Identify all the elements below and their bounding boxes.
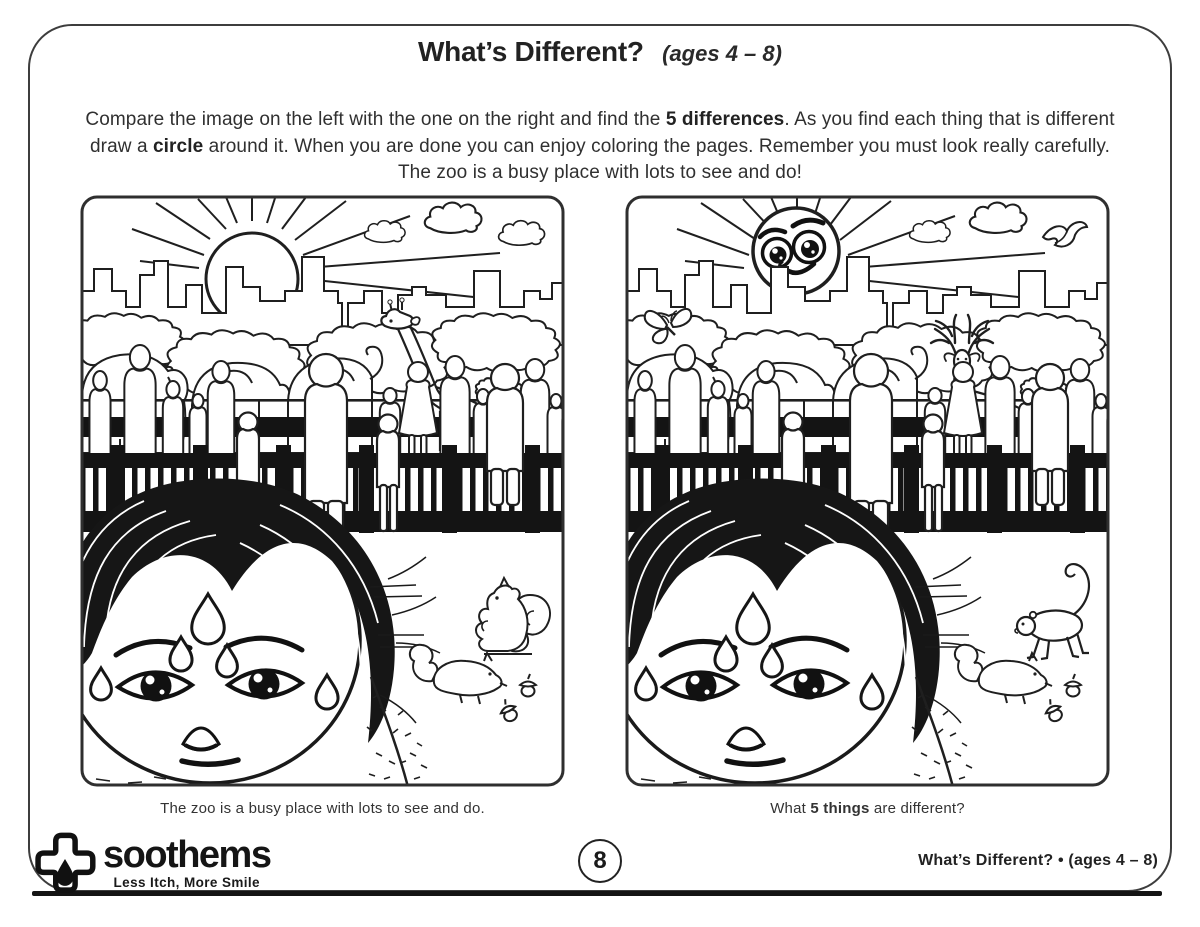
cloud-icon [499,221,545,246]
instructions-text: Compare the image on the left with the one on the right and find the 5 differences. As you find each thing that is different draw a circle around it. When you are done you can enjoy coloring the pages. Remember you must look really carefully. The zoo is a busy place with lots to see and do! [85,109,1115,183]
cloud-icon [365,221,406,243]
caption-right: What 5 things are different? [770,800,965,817]
scene-left [80,195,565,817]
cloud-icon [910,221,951,243]
header [0,36,1200,68]
scene-right-image [625,195,1110,787]
sun-face-icon [753,208,839,294]
footer-right-text: What’s Different? • (ages 4 – 8) [918,852,1158,869]
brand-name: soothems [103,834,271,876]
scene-right [625,195,1110,817]
brand-logo [33,831,270,897]
zoo-scene [625,195,1110,787]
caption-left: The zoo is a busy place with lots to see and do. [160,800,485,817]
page-title: What’s Different? [418,36,644,67]
cloud-icon [425,203,482,233]
age-range-label: (ages 4 – 8) [662,41,782,66]
brand-tagline: Less Itch, More Smile [113,875,260,890]
cloud-icon [970,203,1027,233]
cross-droplet-icon [33,831,97,897]
scene-left-image [80,195,565,787]
zoo-scene [80,195,565,787]
page-number-badge: 8 [578,839,622,883]
